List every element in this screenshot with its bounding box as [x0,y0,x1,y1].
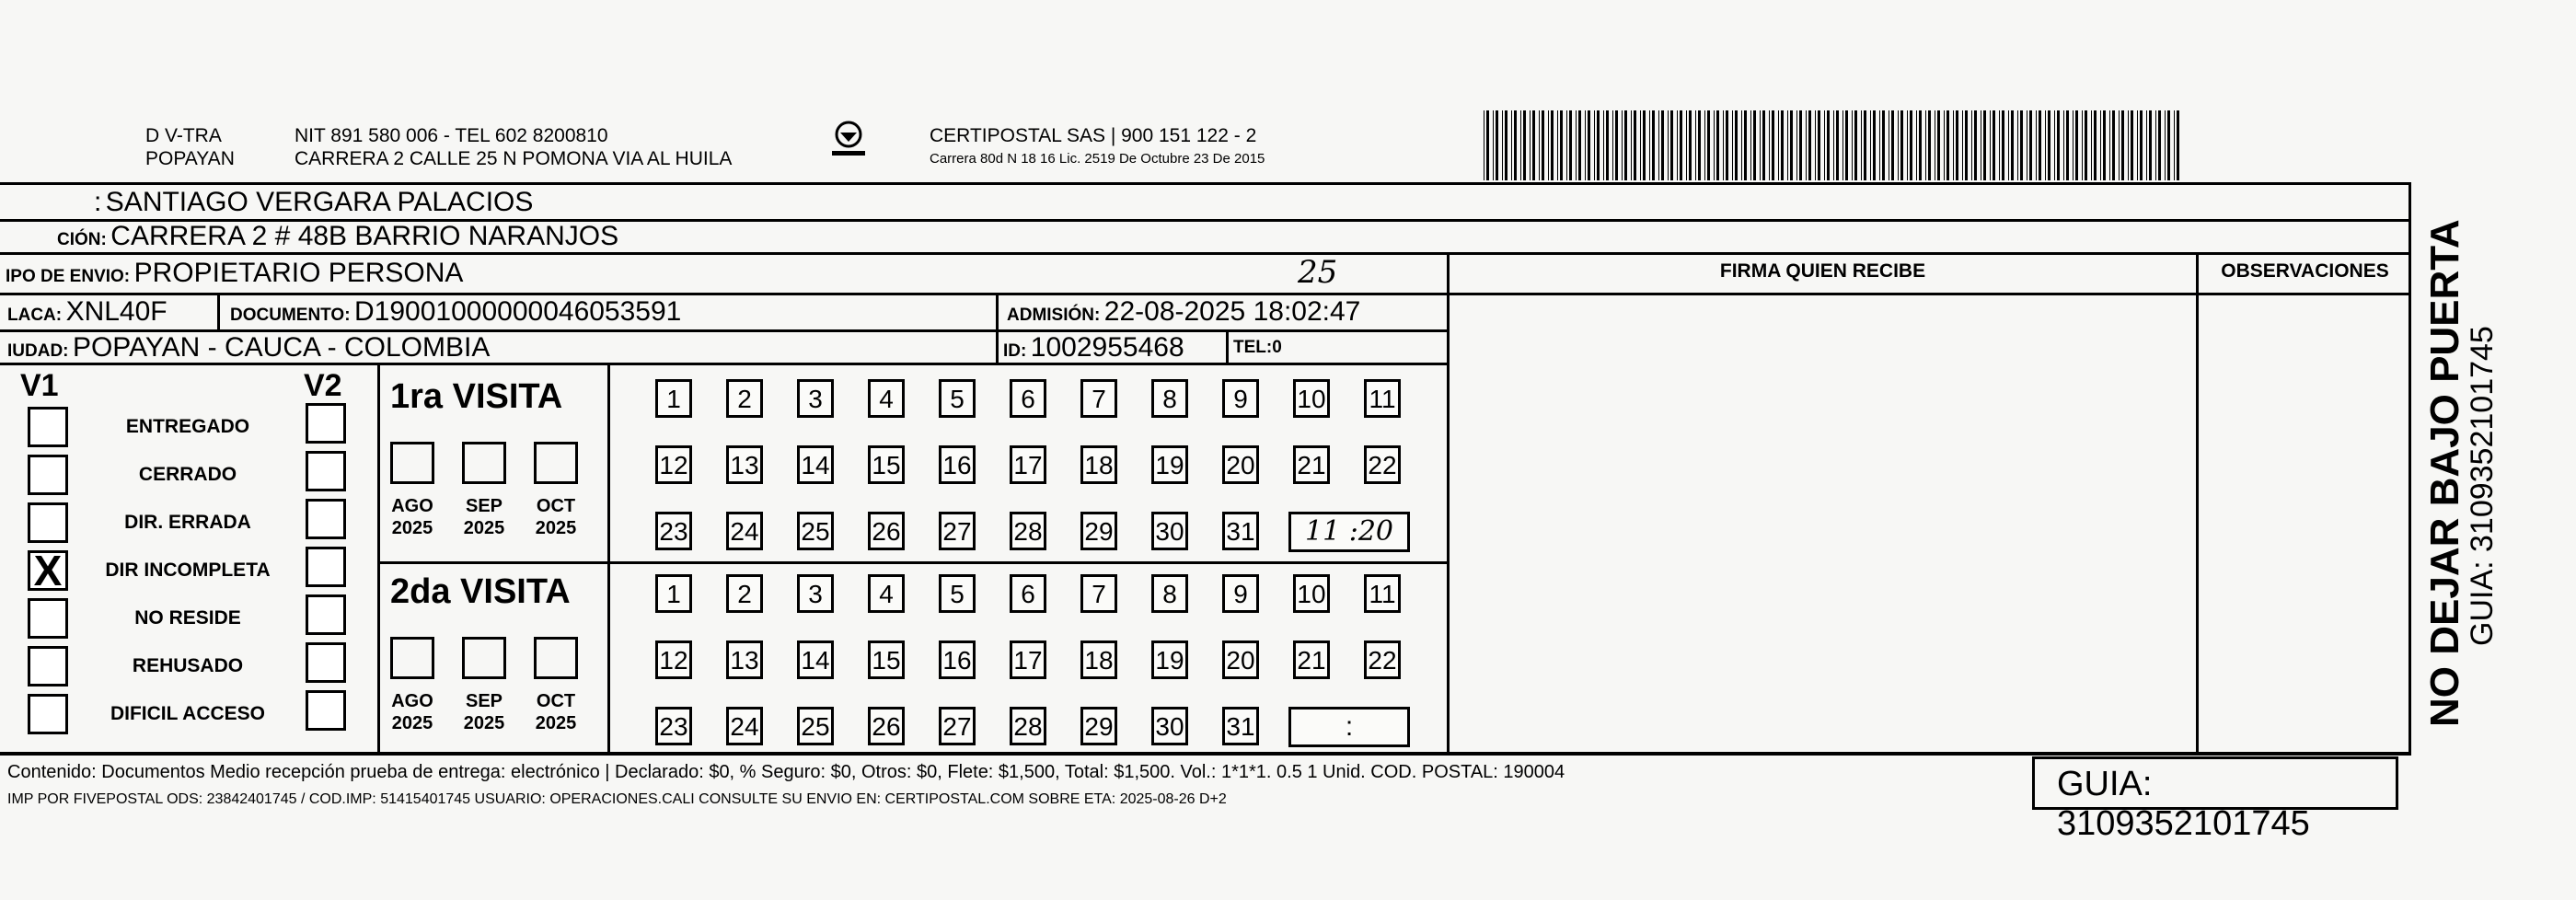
footer-contents-line: Contenido: Documentos Medio recepción prueba de entrega: electrónico | Declarado: $0, % Seguro: $0, Otros: $0, Flete: $1,500, Total: $1,500. Vol.: 1*1*1. 0.5 1 Unid. COD. POSTAL: 190004 [7,762,1565,782]
day-23-box[interactable]: 23 [655,707,692,745]
day-20-box[interactable]: 20 [1222,445,1259,484]
document-label: DOCUMENTO: [230,306,351,325]
city-row [7,332,490,368]
guia-vertical: GUIA: 3109352101745 [2465,326,2500,646]
shipment-type-row [6,258,463,294]
plate-value: XNL40F [65,296,167,327]
day-24-box[interactable]: 24 [726,512,763,550]
day-28-box[interactable]: 28 [1010,707,1046,745]
v1-status-checkbox[interactable] [28,407,68,447]
day-1-box[interactable]: 1 [655,574,692,613]
day-18-box[interactable]: 18 [1080,640,1117,679]
month-label [452,690,516,734]
v1-status-checkbox[interactable] [28,694,68,734]
day-21-box[interactable]: 21 [1293,640,1330,679]
day-25-box[interactable]: 25 [797,707,834,745]
license-line: Carrera 80d N 18 16 Lic. 2519 De Octubre 23 De 2015 [930,151,1265,167]
day-22-box[interactable]: 22 [1364,445,1401,484]
day-27-box[interactable]: 27 [939,512,976,550]
day-9-box[interactable]: 9 [1222,574,1259,613]
day-10-box[interactable]: 10 [1293,574,1330,613]
day-4-box[interactable]: 4 [868,574,905,613]
day-29-box[interactable]: 29 [1080,512,1117,550]
month-checkbox[interactable] [462,442,506,484]
day-22-box[interactable]: 22 [1364,640,1401,679]
recipient-name-row [94,187,533,223]
certipostal-logo-icon [828,118,869,158]
day-29-box[interactable]: 29 [1080,707,1117,745]
day-13-box[interactable]: 13 [726,640,763,679]
month-name: SEP [465,496,503,516]
barcode [1484,110,2183,180]
month-name: OCT [536,496,576,516]
day-4-box[interactable]: 4 [868,379,905,418]
guia-number-box [2032,756,2398,843]
month-year: 2025 [463,518,505,538]
month-year: 2025 [535,518,577,538]
day-19-box[interactable]: 19 [1151,445,1188,484]
status-label: ENTREGADO [125,416,250,437]
day-16-box[interactable]: 16 [939,445,976,484]
footer-print-line: IMP POR FIVEPOSTAL ODS: 23842401745 / COD.IMP: 51415401745 USUARIO: OPERACIONES.CALI CONSULTE SU ENVIO EN: CERTIPOSTAL.COM SOBRE ETA: 2025-08-26 D+2 [7,791,1227,807]
v2-status-checkbox[interactable] [306,403,346,444]
status-label: DIFICIL ACCESO [110,703,265,724]
day-12-box[interactable]: 12 [655,640,692,679]
guia-number: GUIA: 3109352101745 [2057,765,2310,843]
day-9-box[interactable]: 9 [1222,379,1259,418]
city-label: IUDAD: [7,341,69,361]
status-label: DIR INCOMPLETA [105,560,271,581]
id-row [1003,332,1184,368]
visit2-status-header: V2 [304,368,342,403]
plate-label: LACA: [7,306,63,325]
city-value: POPAYAN - CAUCA - COLOMBIA [72,332,491,363]
day-10-box[interactable]: 10 [1293,379,1330,418]
day-24-box[interactable]: 24 [726,707,763,745]
day-16-box[interactable]: 16 [939,640,976,679]
day-5-box[interactable]: 5 [939,379,976,418]
v2-status-checkbox[interactable] [306,594,346,635]
month-year: 2025 [463,713,505,733]
v1-status-checkbox[interactable] [28,502,68,543]
v1-status-checkbox[interactable]: X [28,550,68,591]
v2-status-checkbox[interactable] [306,642,346,683]
day-31-box[interactable]: 31 [1222,707,1259,745]
address-label: CIÓN: [57,230,107,249]
day-2-box[interactable]: 2 [726,574,763,613]
sender-branch [145,124,235,170]
tel-value: 0 [1272,338,1282,357]
sender-line-1: D V-TRA [145,125,222,146]
certipostal-line: CERTIPOSTAL SAS | 900 151 122 - 2 [930,125,1257,146]
tel-label: TEL: [1233,338,1273,357]
day-13-box[interactable]: 13 [726,445,763,484]
recipient-address-row [57,221,618,257]
first-visit-title: 1ra VISITA [390,377,563,416]
day-1-box[interactable]: 1 [655,379,692,418]
day-5-box[interactable]: 5 [939,574,976,613]
month-label [524,495,588,539]
day-8-box[interactable]: 8 [1151,379,1188,418]
month-label [524,690,588,734]
day-18-box[interactable]: 18 [1080,445,1117,484]
month-year: 2025 [391,518,433,538]
month-year: 2025 [391,713,433,733]
day-30-box[interactable]: 30 [1151,512,1188,550]
day-19-box[interactable]: 19 [1151,640,1188,679]
status-label: DIR. ERRADA [124,512,251,533]
handwritten-note: 25 [1298,254,1338,291]
day-23-box[interactable]: 23 [655,512,692,550]
day-25-box[interactable]: 25 [797,512,834,550]
shipment-type-label: IPO DE ENVIO: [6,267,131,286]
second-visit-time[interactable]: : [1288,707,1410,747]
month-label [452,495,516,539]
month-name: OCT [536,691,576,711]
v2-status-checkbox[interactable] [306,451,346,491]
day-15-box[interactable]: 15 [868,445,905,484]
v1-status-checkbox[interactable] [28,598,68,639]
id-value: 1002955468 [1030,332,1184,363]
id-label: ID: [1003,341,1027,361]
status-label: CERRADO [138,464,237,485]
day-2-box[interactable]: 2 [726,379,763,418]
day-12-box[interactable]: 12 [655,445,692,484]
day-26-box[interactable]: 26 [868,707,905,745]
recipient-name: SANTIAGO VERGARA PALACIOS [105,187,534,217]
first-visit-time[interactable]: 11 :20 [1288,512,1410,552]
no-dejar-bajo-puerta-notice: NO DEJAR BAJO PUERTA [2422,219,2467,727]
day-3-box[interactable]: 3 [797,574,834,613]
day-7-box[interactable]: 7 [1080,379,1117,418]
recipient-address: CARRERA 2 # 48B BARRIO NARANJOS [110,221,619,251]
day-21-box[interactable]: 21 [1293,445,1330,484]
admission-label: ADMISIÓN: [1007,306,1101,325]
day-3-box[interactable]: 3 [797,379,834,418]
nit-line: NIT 891 580 006 - TEL 602 8200810 [295,125,608,146]
day-26-box[interactable]: 26 [868,512,905,550]
v2-status-checkbox[interactable] [306,547,346,587]
day-11-box[interactable]: 11 [1364,379,1401,418]
signature-column-header: FIRMA QUIEN RECIBE [1719,260,1926,282]
second-visit-title: 2da VISITA [390,572,571,611]
shipment-type: PROPIETARIO PERSONA [133,258,464,288]
month-name: AGO [391,496,433,516]
day-27-box[interactable]: 27 [939,707,976,745]
day-17-box[interactable]: 17 [1010,445,1046,484]
month-checkbox[interactable] [534,442,578,484]
recipient-name-label: : [94,187,102,217]
month-name: AGO [391,691,433,711]
certipostal-info [930,124,1265,170]
visit1-status-header: V1 [20,368,59,403]
day-14-box[interactable]: 14 [797,640,834,679]
sender-info [295,124,732,170]
month-label [380,495,445,539]
day-8-box[interactable]: 8 [1151,574,1188,613]
sender-address-line: CARRERA 2 CALLE 25 N POMONA VIA AL HUILA [295,148,733,169]
day-31-box[interactable]: 31 [1222,512,1259,550]
status-label: NO RESIDE [134,607,241,629]
document-row [230,296,681,332]
admission-datetime: 22-08-2025 18:02:47 [1103,296,1361,327]
day-30-box[interactable]: 30 [1151,707,1188,745]
v2-status-checkbox[interactable] [306,499,346,539]
month-checkbox[interactable] [534,637,578,679]
day-20-box[interactable]: 20 [1222,640,1259,679]
month-year: 2025 [535,713,577,733]
sender-line-2: POPAYAN [145,148,235,169]
day-14-box[interactable]: 14 [797,445,834,484]
v1-status-checkbox[interactable] [28,455,68,495]
day-15-box[interactable]: 15 [868,640,905,679]
tel-row [1233,332,1282,364]
document-value: D19001000000046053591 [354,296,682,327]
day-28-box[interactable]: 28 [1010,512,1046,550]
v2-status-checkbox[interactable] [306,690,346,731]
month-name: SEP [465,691,503,711]
observations-column-header: OBSERVACIONES [2221,260,2389,282]
day-11-box[interactable]: 11 [1364,574,1401,613]
day-7-box[interactable]: 7 [1080,574,1117,613]
month-checkbox[interactable] [462,637,506,679]
v1-status-checkbox[interactable] [28,646,68,687]
day-17-box[interactable]: 17 [1010,640,1046,679]
month-label [380,690,445,734]
day-6-box[interactable]: 6 [1010,574,1046,613]
status-label: REHUSADO [132,655,244,676]
day-6-box[interactable]: 6 [1010,379,1046,418]
plate-row [7,296,167,332]
month-checkbox[interactable] [390,637,434,679]
month-checkbox[interactable] [390,442,434,484]
admission-row [1007,296,1360,332]
